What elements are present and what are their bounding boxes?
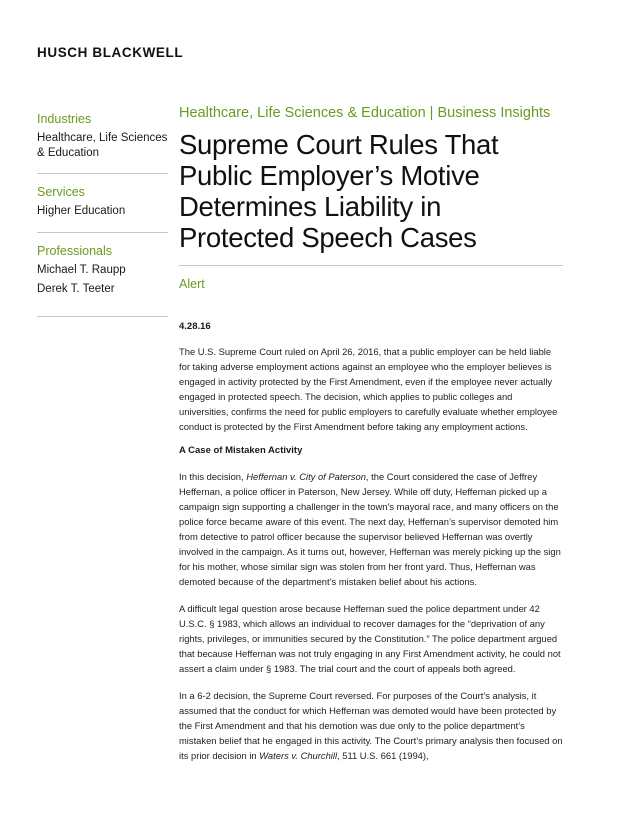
- article-category: Healthcare, Life Sciences & Education | Business Insights: [179, 105, 551, 121]
- sidebar-heading-services: Services: [37, 185, 85, 199]
- article-paragraph: A difficult legal question arose because Heffernan sued the police department under 42 U.S.C. § 1983, which allows an individual to recover damages for the “deprivation of any rights, privileges, or immunities secured by the Constitution.” The police department argued that because Heffernan was not truly engaging in any First Amendment activity, he could not assert a claim under § 1983. The trial court and the court of appeals both agreed.: [179, 603, 561, 674]
- article-paragraph: The U.S. Supreme Court ruled on April 26, 2016, that a public employer can be held liable for taking adverse employment actions against an employee who the employer believes is engaged in activity protected by the First Amendment, even if the employee never actually engaged in protected speech. The decision, which applies to public colleges and universities, confirms the need for public employers to carefully evaluate whether employee conduct is protected by the First Amendment before taking any employment actions.: [179, 346, 558, 432]
- paragraph-text: In a 6-2 decision, the Supreme Court reversed. For purposes of the Court’s analysis, it assumed that the conduct for which Heffernan was demoted would have been protected by the First Amendment and that his demotion was due only to the police department’s mistaken belief that he engaged in this activity. The Court’s primary analysis then focused on its prior decision in: [179, 690, 563, 761]
- sidebar-item-industry[interactable]: Healthcare, Life Sciences & Education: [37, 132, 168, 159]
- case-citation: Heffernan v. City of Paterson: [246, 471, 366, 482]
- paragraph-text: , the Court considered the case of Jeffrey Heffernan, a police officer in Paterson, New Jersey. While off duty, Heffernan picked up a campaign sign supporting a challenger in the town’s mayoral race, and many officers on the police force became aware of this event. The next day, Heffernan’s supervisor demoted him from detective to patrol officer because the supervisor believed Heffernan was overtly involved in the campaign. As it turns out, however, Heffernan was merely picking up the sign for his mother, whose similar sign was stolen from her front yard. Thus, Heffernan was demoted because of the department’s mistaken belief about his actions.: [179, 471, 561, 587]
- sidebar-heading-industries: Industries: [37, 112, 92, 126]
- article-title: Supreme Court Rules That Public Employer’s Motive Determines Liability in Protected Speech Cases: [179, 129, 499, 253]
- sidebar-section-professionals: [37, 243, 168, 317]
- sidebar-section-services: [37, 184, 168, 233]
- sidebar-item-service[interactable]: Higher Education: [37, 205, 126, 217]
- paragraph-text: In this decision,: [179, 471, 247, 482]
- article-type-label: Alert: [179, 277, 205, 291]
- case-citation: Waters v. Churchill: [259, 750, 338, 761]
- article-date: 4.28.16: [179, 321, 211, 332]
- sidebar-heading-professionals: Professionals: [37, 243, 113, 258]
- divider: [179, 265, 563, 266]
- article: [179, 104, 563, 763]
- article-paragraph: [179, 469, 563, 589]
- sidebar-section-industries: [37, 111, 168, 174]
- article-paragraph: [179, 688, 563, 763]
- section-heading: A Case of Mistaken Activity: [179, 445, 303, 456]
- paragraph-text: , 511 U.S. 661 (1994),: [337, 750, 429, 761]
- sidebar-item-professional[interactable]: Michael T. Raupp: [37, 263, 126, 276]
- sidebar: [37, 111, 168, 327]
- sidebar-item-professional[interactable]: Derek T. Teeter: [37, 283, 115, 295]
- company-logo: HUSCH BLACKWELL: [37, 45, 184, 60]
